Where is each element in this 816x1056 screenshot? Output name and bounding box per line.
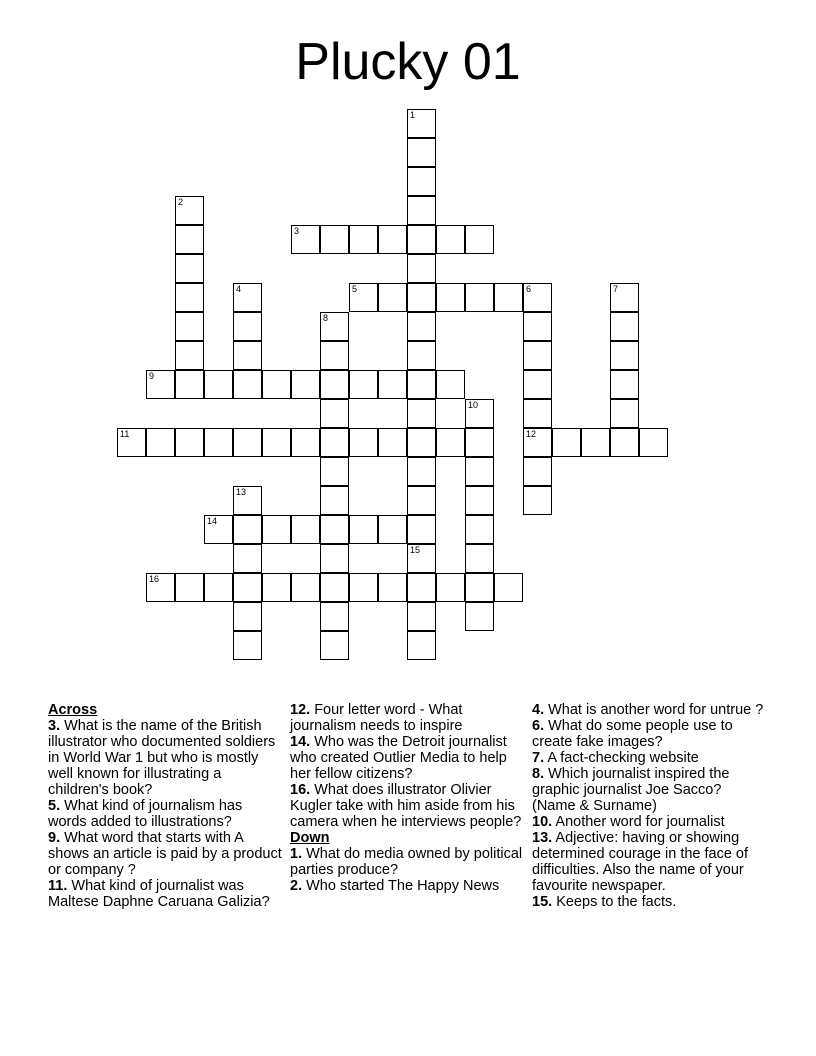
grid-cell[interactable] [407,283,436,312]
clue-num: 13. [532,830,553,846]
grid-cell[interactable] [407,515,436,544]
grid-cell[interactable] [320,544,349,573]
clue-text: Who was the Detroit journalist who created Outlier Media to help her fellow citizens? [290,734,507,782]
clue-num: 12. [290,702,311,718]
grid-cell[interactable] [639,428,668,457]
grid-cell[interactable] [204,515,233,544]
grid-cell[interactable] [204,428,233,457]
grid-cell[interactable] [523,486,552,515]
grid-cell[interactable] [523,283,552,312]
grid-cell[interactable] [378,225,407,254]
grid-cell[interactable] [233,312,262,341]
grid-cell[interactable] [233,602,262,631]
grid-cell[interactable] [494,573,523,602]
clue-num: 11. [48,878,68,894]
grid-cell[interactable] [523,399,552,428]
clue-number: 7 [613,284,619,294]
clue-text: What is another word for untrue ? [544,702,764,718]
grid-cell[interactable] [378,515,407,544]
grid-cell[interactable] [320,573,349,602]
grid-cell[interactable] [175,312,204,341]
grid-cell[interactable] [291,573,320,602]
clue-item [290,782,528,830]
clue-num: 14. [290,734,311,750]
clue-text: Which journalist inspired the graphic journalist Joe Sacco? (Name & Surname) [532,766,730,814]
clue-text: Who started The Happy News [302,878,500,894]
clue-text: What do some people use to create fake images? [532,718,733,750]
grid-cell[interactable] [262,573,291,602]
grid-cell[interactable] [523,341,552,370]
grid-cell[interactable] [175,573,204,602]
grid-cell[interactable] [407,312,436,341]
grid-cell[interactable] [175,370,204,399]
grid-cell[interactable] [436,283,465,312]
grid-cell[interactable] [320,486,349,515]
clue-number: 3 [294,226,300,236]
clue-text: What does illustrator Olivier Kugler take with him aside from his camera when he interviews people? [290,782,522,830]
grid-cell[interactable] [407,370,436,399]
clue-item [290,878,528,894]
grid-cell[interactable] [407,544,436,573]
clue-column-3 [532,702,768,910]
grid-cell[interactable] [349,225,378,254]
clue-text: A fact-checking website [544,750,699,766]
grid-cell[interactable] [349,283,378,312]
clue-num: 7. [532,750,545,766]
clue-num: 3. [48,718,61,734]
clue-item [532,894,768,910]
grid-cell[interactable] [262,515,291,544]
grid-cell[interactable] [407,254,436,283]
grid-cell[interactable] [407,138,436,167]
grid-cell[interactable] [320,515,349,544]
grid-cell[interactable] [378,283,407,312]
clue-number: 8 [323,313,329,323]
grid-cell[interactable] [610,428,639,457]
grid-cell[interactable] [146,370,175,399]
grid-cell[interactable] [523,370,552,399]
grid-cell[interactable] [378,573,407,602]
grid-cell[interactable] [523,428,552,457]
grid-cell[interactable] [291,428,320,457]
grid-cell[interactable] [291,515,320,544]
clue-column-2 [290,702,528,894]
grid-cell[interactable] [320,457,349,486]
grid-cell[interactable] [291,225,320,254]
clue-item [290,702,528,734]
clue-item [48,798,284,830]
grid-cell[interactable] [233,283,262,312]
grid-cell[interactable] [436,573,465,602]
grid-cell[interactable] [204,370,233,399]
grid-cell[interactable] [407,631,436,660]
grid-cell[interactable] [523,312,552,341]
grid-cell[interactable] [146,573,175,602]
clue-column-1 [48,702,284,910]
clue-heading: Across [48,702,98,718]
grid-cell[interactable] [523,457,552,486]
grid-cell[interactable] [407,167,436,196]
clue-number: 15 [410,545,421,555]
grid-cell[interactable] [465,225,494,254]
clue-num: 1. [290,846,303,862]
clue-number: 1 [410,110,416,120]
clue-number: 13 [236,487,247,497]
grid-cell[interactable] [233,515,262,544]
grid-cell[interactable] [610,283,639,312]
grid-cell[interactable] [610,312,639,341]
clue-item [48,830,284,878]
grid-cell[interactable] [349,515,378,544]
grid-cell[interactable] [465,573,494,602]
grid-cell[interactable] [407,573,436,602]
grid-cell[interactable] [175,225,204,254]
grid-cell[interactable] [581,428,610,457]
grid-cell[interactable] [233,341,262,370]
grid-cell[interactable] [320,399,349,428]
clue-number: 10 [468,400,479,410]
clue-heading: Down [290,830,330,846]
grid-cell[interactable] [320,370,349,399]
grid-cell[interactable] [465,283,494,312]
clue-text: Another word for journalist [552,814,725,830]
clue-item [532,814,768,830]
clue-number: 16 [149,574,160,584]
grid-cell[interactable] [291,370,320,399]
clue-item [532,830,768,894]
grid-cell[interactable] [204,573,233,602]
grid-cell[interactable] [407,109,436,138]
grid-cell[interactable] [552,428,581,457]
grid-cell[interactable] [465,602,494,631]
grid-cell[interactable] [465,544,494,573]
clue-num: 10. [532,814,553,830]
grid-cell[interactable] [175,283,204,312]
grid-cell[interactable] [465,515,494,544]
clue-number: 6 [526,284,532,294]
clue-num: 8. [532,766,545,782]
clue-number: 2 [178,197,184,207]
clue-num: 2. [290,878,303,894]
grid-cell[interactable] [320,428,349,457]
grid-cell[interactable] [465,428,494,457]
clue-num: 6. [532,718,545,734]
clue-number: 9 [149,371,155,381]
grid-cell[interactable] [378,370,407,399]
grid-cell[interactable] [465,399,494,428]
grid-cell[interactable] [233,486,262,515]
clue-number: 12 [526,429,537,439]
grid-cell[interactable] [610,341,639,370]
clue-item [290,734,528,782]
grid-cell[interactable] [233,428,262,457]
grid-cell[interactable] [320,312,349,341]
clue-num: 4. [532,702,545,718]
clue-number: 5 [352,284,358,294]
clue-text: Adjective: having or showing determined courage in the face of difficulties. Also the name of your favourite newspaper. [532,830,749,894]
clue-item [48,718,284,798]
grid-cell[interactable] [320,225,349,254]
grid-cell[interactable] [117,428,146,457]
clue-text: What do media owned by political parties produce? [290,846,523,878]
grid-cell[interactable] [233,544,262,573]
grid-cell[interactable] [146,428,175,457]
grid-cell[interactable] [407,602,436,631]
clue-text: Four letter word - What journalism needs to inspire [290,702,463,734]
grid-cell[interactable] [233,370,262,399]
grid-cell[interactable] [262,428,291,457]
grid-cell[interactable] [436,370,465,399]
grid-cell[interactable] [349,573,378,602]
grid-cell[interactable] [465,486,494,515]
grid-cell[interactable] [262,370,291,399]
grid-cell[interactable] [465,457,494,486]
grid-cell[interactable] [407,341,436,370]
clue-text: Keeps to the facts. [552,894,677,910]
grid-cell[interactable] [407,225,436,254]
clue-item [532,766,768,814]
clue-number: 14 [207,516,218,526]
clue-item [532,702,768,718]
grid-cell[interactable] [436,225,465,254]
clue-num: 9. [48,830,61,846]
clue-text: What is the name of the British illustrator who documented soldiers in World War 1 but who is mostly well known for illustrating a children's book? [48,718,276,798]
grid-cell[interactable] [320,631,349,660]
grid-cell[interactable] [407,196,436,225]
grid-cell[interactable] [349,370,378,399]
grid-cell[interactable] [407,486,436,515]
clue-number: 4 [236,284,242,294]
grid-cell[interactable] [175,341,204,370]
clue-item [532,750,768,766]
clue-number: 11 [120,429,130,439]
grid-cell[interactable] [407,457,436,486]
clue-text: What word that starts with A shows an article is paid by a product or company ? [48,830,282,878]
grid-cell[interactable] [610,399,639,428]
grid-cell[interactable] [610,370,639,399]
grid-cell[interactable] [175,428,204,457]
grid-cell[interactable] [175,254,204,283]
grid-cell[interactable] [349,428,378,457]
clue-num: 16. [290,782,311,798]
grid-cell[interactable] [320,602,349,631]
grid-cell[interactable] [494,283,523,312]
clue-item [532,718,768,750]
grid-cell[interactable] [233,631,262,660]
grid-cell[interactable] [407,428,436,457]
grid-cell[interactable] [233,573,262,602]
grid-cell[interactable] [320,341,349,370]
grid-cell[interactable] [378,428,407,457]
grid-cell[interactable] [436,428,465,457]
clue-num: 15. [532,894,553,910]
grid-cell[interactable] [175,196,204,225]
grid-cell[interactable] [407,399,436,428]
clue-item [48,878,284,910]
clue-item [290,846,528,878]
clue-text: What kind of journalism has words added to illustrations? [48,798,243,830]
page-title: Plucky 01 [295,33,521,91]
clue-text: What kind of journalist was Maltese Daphne Caruana Galizia? [48,878,270,910]
clue-num: 5. [48,798,61,814]
